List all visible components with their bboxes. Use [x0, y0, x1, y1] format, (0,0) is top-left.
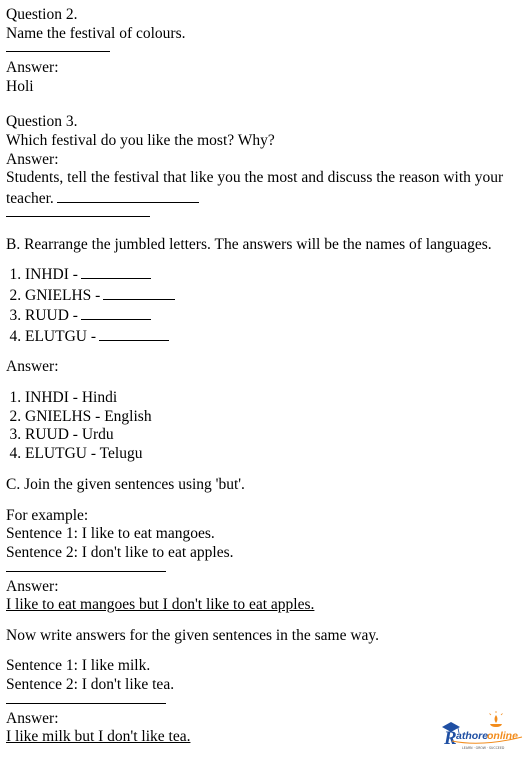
answer-label: Answer:: [6, 358, 59, 376]
sentence-1: Sentence 1: I like milk.: [6, 657, 151, 675]
answer-label: Answer:: [6, 577, 59, 595]
jumbled-answers-list: [6, 389, 521, 463]
answer-line: [6, 51, 110, 52]
logo-graphic: [440, 711, 524, 751]
logo-text-part1: athore: [456, 730, 489, 742]
list-item: 3. RUUD -: [25, 305, 521, 326]
answer-label: Answer:: [6, 709, 59, 727]
list-item: 3. RUUD - Urdu: [25, 426, 521, 445]
answer-blank: [81, 264, 151, 279]
answer-label: Answer:: [6, 59, 59, 77]
answer-line: [6, 703, 166, 704]
answer-blank: [103, 285, 175, 300]
section-c-instruction: C. Join the given sentences using 'but'.: [6, 476, 245, 494]
list-item: 2. GNIELHS - English: [25, 408, 521, 427]
lamp-icon: [490, 724, 502, 727]
logo-tagline: LEARN · GROW · SUCCEED: [462, 746, 505, 750]
example-sentence-2: Sentence 2: I don't like to eat apples.: [6, 544, 234, 562]
section-b-instruction: B. Rearrange the jumbled letters. The answers will be the names of languages.: [6, 236, 492, 254]
list-item: 4. ELUTGU - Telugu: [25, 445, 521, 464]
question-2-heading: Question 2.: [6, 6, 78, 23]
final-answer: I like milk but I don't like tea.: [6, 728, 191, 746]
question-3-heading: Question 3.: [6, 113, 78, 131]
example-answer: I like to eat mangoes but I don't like to eat apples.: [6, 596, 315, 614]
question-3-text: Which festival do you like the most? Why?: [6, 131, 275, 149]
logo-text-part2: online: [487, 730, 518, 742]
question-2-text: Name the festival of colours.: [6, 24, 186, 42]
answer-label: Answer:: [6, 150, 59, 168]
answer-blank: [57, 188, 199, 203]
list-item: 4. ELUTGU -: [25, 326, 521, 347]
flame-icon: [495, 715, 498, 723]
question-2-answer: Holi: [6, 77, 34, 95]
list-item: 1. INHDI -: [25, 264, 521, 285]
rays-icon: [490, 711, 503, 715]
sentence-2: Sentence 2: I don't like tea.: [6, 676, 175, 694]
answer-line: [6, 571, 166, 572]
rathore-online-logo: [440, 711, 524, 751]
answer-blank: [81, 305, 151, 320]
logo-initial: R: [444, 728, 457, 749]
jumbled-letters-list: [6, 264, 521, 346]
list-item: 2. GNIELHS -: [25, 285, 521, 306]
worksheet-page: [6, 6, 521, 747]
answer-blank: [99, 326, 169, 341]
example-sentence-1: Sentence 1: I like to eat mangoes.: [6, 525, 215, 543]
list-item: 1. INHDI - Hindi: [25, 389, 521, 408]
section-c-prompt: Now write answers for the given sentences in the same way.: [6, 626, 380, 644]
example-label: For example:: [6, 506, 89, 524]
question-3-answer: Students, tell the festival that like you the most and discuss the reason with your teacher.: [6, 169, 504, 207]
